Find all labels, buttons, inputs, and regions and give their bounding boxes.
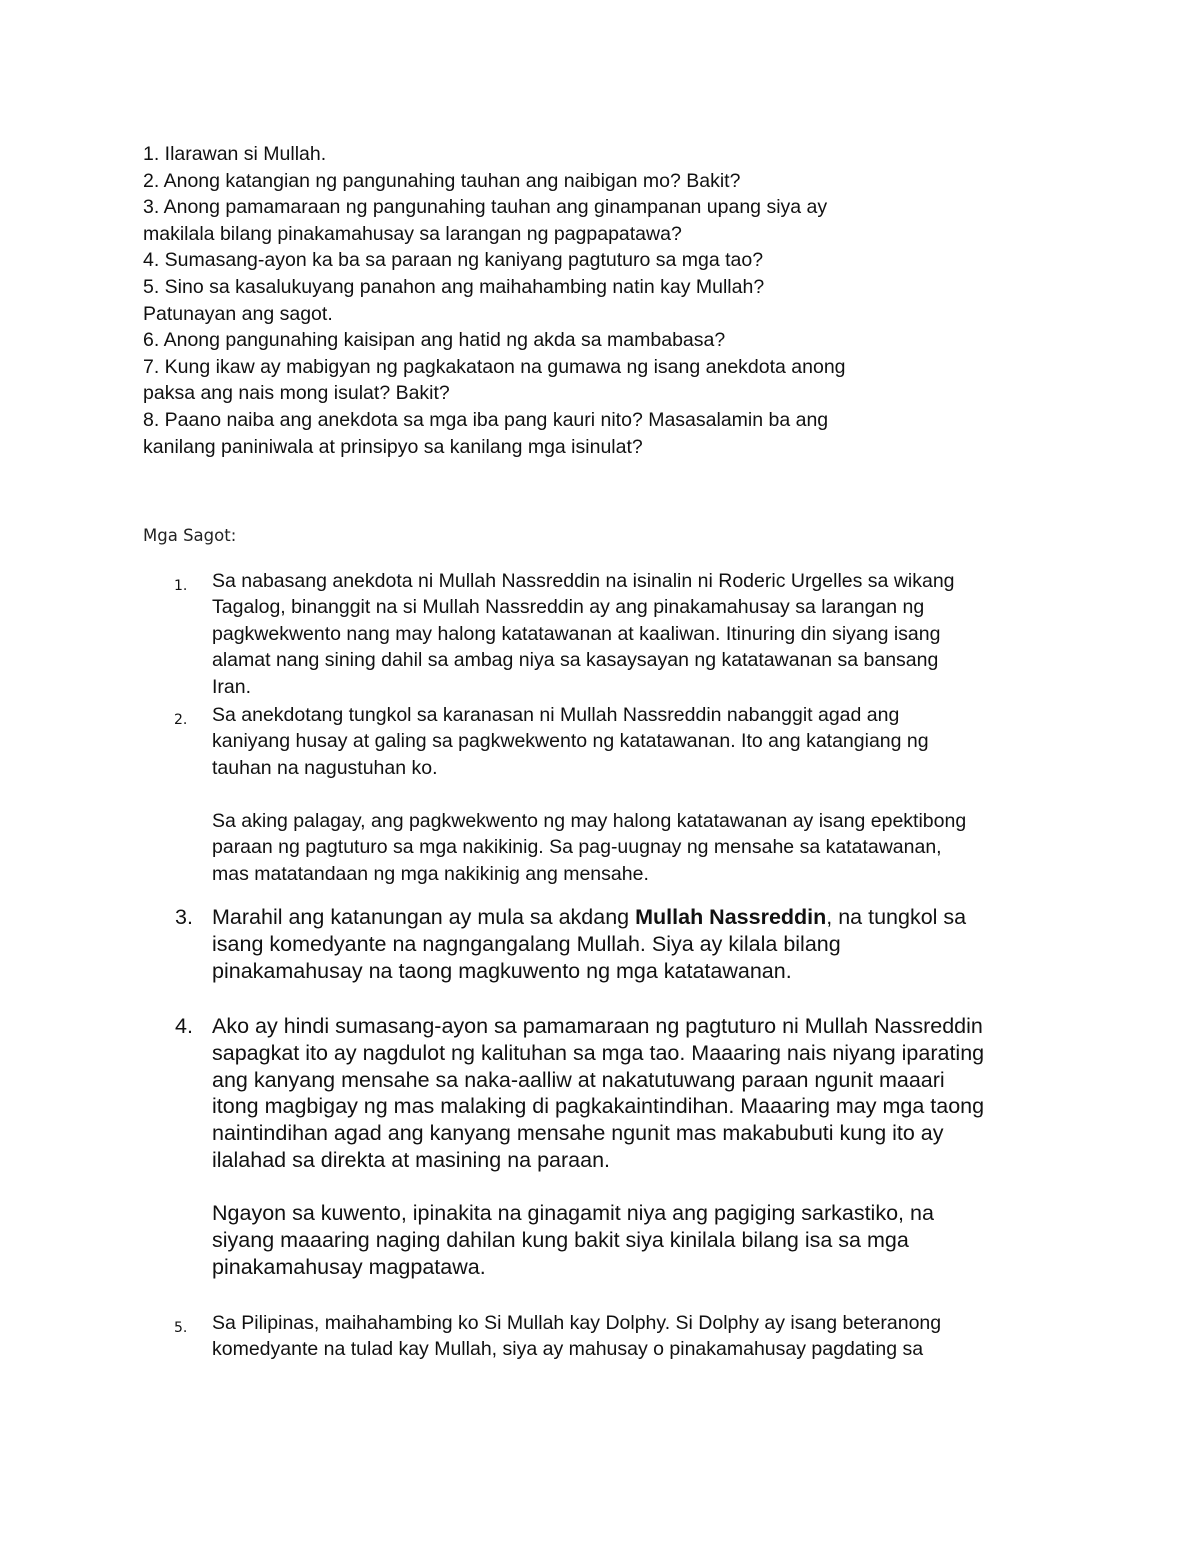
- answer-line: ilalahad sa direkta at masining na paraan.: [212, 1147, 611, 1172]
- question-line: 2. Anong katangian ng pangunahing tauhan ang naibigan mo? Bakit?: [143, 169, 741, 192]
- answer-line: komedyante na tulad kay Mullah, siya ay mahusay o pinakamahusay pagdating sa: [212, 1338, 924, 1361]
- answer-line: Tagalog, binanggit na si Mullah Nassreddin ay ang pinakamahusay sa larangan ng: [212, 596, 925, 619]
- answer-line: Sa Pilipinas, maihahambing ko Si Mullah kay Dolphy. Si Dolphy ay isang beteranong: [212, 1312, 942, 1334]
- answer-line: Sa anekdotang tungkol sa karanasan ni Mullah Nassreddin nabanggit agad ang: [212, 704, 900, 726]
- answer-line: isang komedyante na nagngangalang Mullah. Siya ay kilala bilang: [212, 931, 841, 956]
- question-line: 6. Anong pangunahing kaisipan ang hatid ng akda sa mambabasa?: [143, 329, 726, 352]
- answer-text: [212, 568, 1082, 700]
- answer-line: kaniyang husay at galing sa pagkwekwento ng katatawanan. Ito ang katangiang ng: [212, 730, 929, 753]
- paragraph-gap: [212, 781, 1082, 808]
- question-list: [143, 141, 1083, 460]
- answer-line: Ako ay hindi sumasang-ayon sa pamamaraan ng pagtuturo ni Mullah Nassreddin: [212, 1014, 983, 1038]
- question-line: 5. Sino sa kasalukuyang panahon ang maihahambing natin kay Mullah?: [143, 275, 765, 298]
- answer-number: 5.: [174, 1320, 188, 1336]
- answer-number: 4.: [175, 1014, 193, 1038]
- answer-line: mas matatandaan ng mga nakikinig ang mensahe.: [212, 862, 649, 885]
- answer-text: [212, 1310, 1082, 1363]
- story-title: Mullah Nassreddin: [635, 905, 827, 929]
- question-line: kanilang paniniwala at prinsipyo sa kanilang mga isinulat?: [143, 435, 643, 458]
- answer-number: 2.: [174, 712, 188, 728]
- answer-line: Sa aking palagay, ang pagkwekwento ng may halong katatawanan ay isang epektibong: [212, 809, 967, 832]
- answer-line: pagkwekwento nang may halong katatawanan at kaaliwan. Itinuring din siyang isang: [212, 622, 941, 645]
- question-line: Patunayan ang sagot.: [143, 302, 333, 325]
- answer-line: tauhan na nagustuhan ko.: [212, 756, 438, 779]
- answer-line: alamat nang sining dahil sa ambag niya sa kasaysayan ng katatawanan sa bansang: [212, 649, 939, 672]
- answer-line: [212, 904, 1082, 931]
- question-line: 1. Ilarawan si Mullah.: [143, 143, 327, 165]
- answer-line: Sa nabasang anekdota ni Mullah Nassreddin na isinalin ni Roderic Urgelles sa wikang: [212, 570, 955, 592]
- question-line: makilala bilang pinakamahusay sa larangan ng pagpapatawa?: [143, 222, 682, 245]
- answer-line: pinakamahusay na taong magkuwento ng mga katatawanan.: [212, 958, 792, 983]
- answer-text: [212, 1013, 1082, 1281]
- answers-heading: Mga Sagot:: [143, 526, 237, 545]
- answer-line: Iran.: [212, 675, 252, 698]
- question-line: paksa ang nais mong isulat? Bakit?: [143, 382, 450, 405]
- paragraph-gap: [212, 1174, 1082, 1201]
- answer-text-segment: , na tungkol sa: [826, 905, 967, 929]
- answer-text: [212, 904, 1082, 984]
- answer-text-segment: Marahil ang katanungan ay mula sa akdang: [212, 905, 636, 929]
- answer-line: paraan ng pagtuturo sa mga nakikinig. Sa pag-uugnay ng mensahe sa katatawanan,: [212, 836, 942, 859]
- question-line: 7. Kung ikaw ay mabigyan ng pagkakataon na gumawa ng isang anekdota anong: [143, 355, 846, 378]
- answer-line: naintindihan agad ang kanyang mensahe ngunit mas makabubuti kung ito ay: [212, 1121, 944, 1146]
- answer-line: siyang maaaring naging dahilan kung bakit siya kinilala bilang isa sa mga: [212, 1228, 909, 1253]
- answer-text: [212, 702, 1082, 887]
- answer-number: 3.: [175, 905, 193, 929]
- answer-line: ang kanyang mensahe sa naka-aalliw at nakatutuwang paraan ngunit maaari: [212, 1067, 945, 1092]
- question-line: 4. Sumasang-ayon ka ba sa paraan ng kaniyang pagtuturo sa mga tao?: [143, 249, 764, 272]
- question-line: 3. Anong pamamaraan ng pangunahing tauhan ang ginampanan upang siya ay: [143, 196, 828, 219]
- answer-line: pinakamahusay magpatawa.: [212, 1254, 486, 1279]
- question-line: 8. Paano naiba ang anekdota sa mga iba pang kauri nito? Masasalamin ba ang: [143, 408, 829, 431]
- answer-number: 1.: [174, 578, 188, 594]
- answer-line: sapagkat ito ay nagdulot ng kalituhan sa mga tao. Maaaring nais niyang iparating: [212, 1040, 985, 1065]
- answer-line: Ngayon sa kuwento, ipinakita na ginagamit niya ang pagiging sarkastiko, na: [212, 1201, 934, 1226]
- answer-line: itong magbigay ng mas malaking di pagkakaintindihan. Maaaring may mga taong: [212, 1094, 985, 1119]
